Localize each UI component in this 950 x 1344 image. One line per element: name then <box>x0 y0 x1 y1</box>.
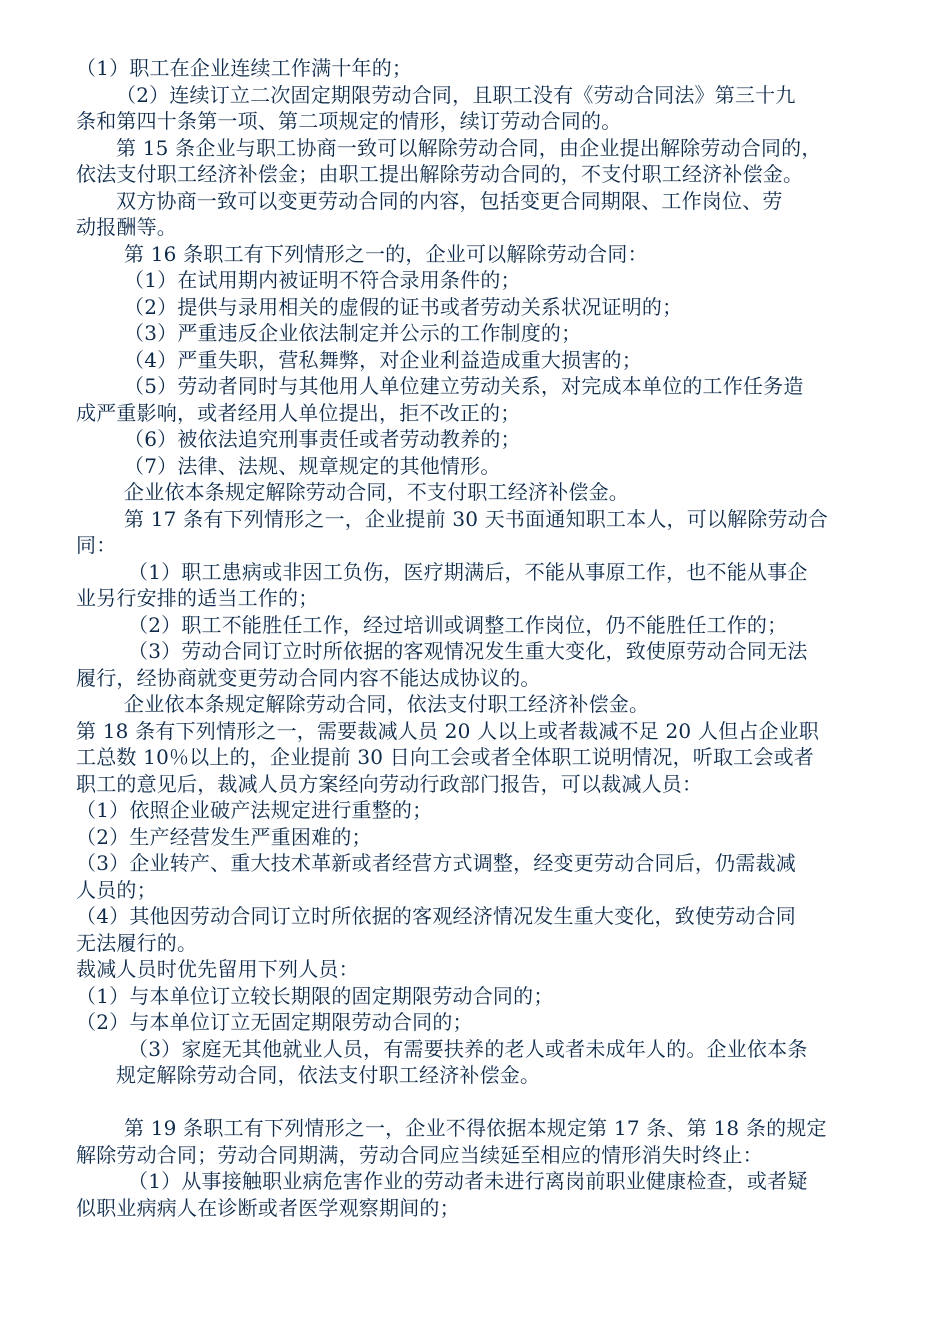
text-line: （1）职工患病或非因工负伤，医疗期满后，不能从事原工作，也不能从事企 <box>128 559 808 584</box>
text-line: （2）职工不能胜任工作，经过培训或调整工作岗位，仍不能胜任工作的； <box>128 612 788 637</box>
text-line: 业另行安排的适当工作的； <box>76 586 319 610</box>
text-line: 第 15 条企业与职工协商一致可以解除劳动合同，由企业提出解除劳动合同的， <box>116 135 822 160</box>
blank-line <box>76 1089 882 1116</box>
text-line: （2）与本单位订立无固定期限劳动合同的； <box>76 1010 473 1034</box>
text-line: （5）劳动者同时与其他用人单位建立劳动关系，对完成本单位的工作任务造 <box>124 374 804 398</box>
text-line: 解除劳动合同；劳动合同期满，劳动合同应当续延至相应的情形消失时终止： <box>76 1142 763 1167</box>
text-line: 履行，经协商就变更劳动合同内容不能达成协议的。 <box>76 665 541 690</box>
text-line: （2）连续订立二次固定期限劳动合同，且职工没有《劳动合同法》第三十九 <box>116 82 796 107</box>
text-line: （2）生产经营发生严重困难的； <box>76 824 372 849</box>
text-line: （1）与本单位订立较长期限的固定期限劳动合同的； <box>76 983 554 1008</box>
text-line: （7）法律、法规、规章规定的其他情形。 <box>124 453 501 478</box>
text-line: 裁减人员时优先留用下列人员： <box>76 957 359 981</box>
text-line: 条和第四十条第一项、第二项规定的情形，续订劳动合同的。 <box>76 109 622 133</box>
text-line: 第 17 条有下列情形之一，企业提前 30 天书面通知职工本人，可以解除劳动合 <box>124 506 829 531</box>
text-line: 成严重影响，或者经用人单位提出，拒不改正的； <box>76 400 521 425</box>
text-line: 第 19 条职工有下列情形之一，企业不得依据本规定第 17 条、第 18 条的规定 <box>124 1116 827 1140</box>
text-line: （1）职工在企业连续工作满十年的； <box>76 56 413 80</box>
text-line: 依法支付职工经济补偿金；由职工提出解除劳动合同的，不支付职工经济补偿金。 <box>76 162 804 186</box>
text-line: （1）从事接触职业病危害作业的劳动者未进行离岗前职业健康检查，或者疑 <box>128 1169 808 1193</box>
text-line: （3）家庭无其他就业人员，有需要扶养的老人或者未成年人的。企业依本条 <box>128 1036 808 1061</box>
text-line: （6）被依法追究刑事责任或者劳动教养的； <box>124 427 521 451</box>
text-line: 职工的意见后，裁减人员方案经向劳动行政部门报告，可以裁减人员： <box>76 771 703 796</box>
text-line: 似职业病病人在诊断或者医学观察期间的； <box>76 1195 460 1220</box>
text-line: 企业依本条规定解除劳动合同，不支付职工经济补偿金。 <box>124 480 629 504</box>
text-line: 双方协商一致可以变更劳动合同的内容，包括变更合同期限、工作岗位、劳 <box>116 188 783 213</box>
text-line: 同： <box>76 533 117 557</box>
text-line: 第 16 条职工有下列情形之一的，企业可以解除劳动合同： <box>124 241 648 266</box>
text-line: （4）严重失职，营私舞弊，对企业利益造成重大损害的； <box>124 347 642 372</box>
text-line: 无法履行的。 <box>76 930 198 955</box>
text-line: 人员的； <box>76 877 157 902</box>
text-line: （4）其他因劳动合同订立时所依据的客观经济情况发生重大变化，致使劳动合同 <box>76 904 796 928</box>
text-line: （1）依照企业破产法规定进行重整的； <box>76 798 433 822</box>
text-line: （3）劳动合同订立时所依据的客观情况发生重大变化，致使原劳动合同无法 <box>128 639 808 663</box>
text-line: 规定解除劳动合同，依法支付职工经济补偿金。 <box>116 1063 541 1087</box>
document-page <box>76 55 882 1221</box>
text-line: 企业依本条规定解除劳动合同，依法支付职工经济补偿金。 <box>124 692 650 716</box>
text-line: 工总数 10％以上的，企业提前 30 日向工会或者全体职工说明情况，听取工会或者 <box>76 745 814 769</box>
text-line: （2）提供与录用相关的虚假的证书或者劳动关系状况证明的； <box>124 294 683 319</box>
text-line: （3）企业转产、重大技术革新或者经营方式调整，经变更劳动合同后，仍需裁减 <box>76 851 796 875</box>
text-line: 动报酬等。 <box>76 215 177 239</box>
text-line: （1）在试用期内被证明不符合录用条件的； <box>124 268 521 292</box>
text-line: （3）严重违反企业依法制定并公示的工作制度的； <box>124 321 582 345</box>
text-line: 第 18 条有下列情形之一，需要裁减人员 20 人以上或者裁减不足 20 人但占企业职 <box>76 718 820 743</box>
